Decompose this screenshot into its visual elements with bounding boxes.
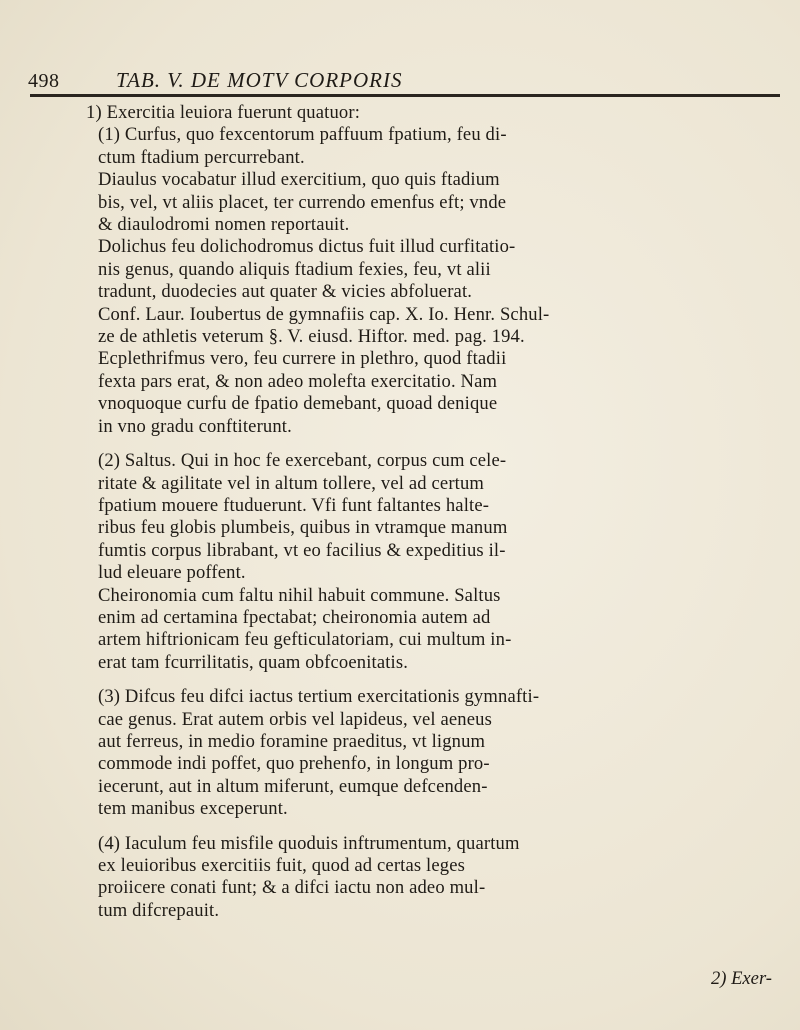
text-line: vnoquoque curfu de fpatio demebant, quoad denique <box>98 393 498 415</box>
text-line: cae genus. Erat autem orbis vel lapideus, vel aeneus <box>98 708 492 730</box>
text-line: bis, vel, vt aliis placet, ter currendo emenfus eft; vnde <box>98 191 507 213</box>
text-line: commode indi poffet, quo prehenfo, in longum pro- <box>98 753 490 775</box>
text-line: (3) Difcus feu difci iactus tertium exercitationis gymnafti- <box>98 686 540 708</box>
text-line: proiicere conati funt; & a difci iactu non adeo mul- <box>98 877 486 899</box>
text-line: & diaulodromi nomen reportauit. <box>98 214 350 236</box>
catchword: 2) Exer- <box>710 968 772 989</box>
text-line: ritate & agilitate vel in altum tollere, vel ad certum <box>98 472 485 494</box>
text-line: Dolichus feu dolichodromus dictus fuit illud curfitatio- <box>98 236 516 258</box>
text-line: tum difcrepauit. <box>98 899 220 921</box>
text-line: iecerunt, aut in altum miferunt, eumque defcenden- <box>98 775 488 797</box>
text-line: artem hiftrionicam feu gefticulatoriam, cui multum in- <box>98 629 512 651</box>
text-line: ctum ftadium percurrebant. <box>98 146 305 168</box>
body-text <box>86 102 774 922</box>
text-line: enim ad certamina fpectabat; cheironomia autem ad <box>98 606 491 628</box>
text-line: aut ferreus, in medio foramine praeditus, vt lignum <box>98 730 486 752</box>
text-line: fexta pars erat, & non adeo molefta exercitatio. Nam <box>98 370 498 392</box>
text-line: erat tam fcurrilitatis, quam obfcoenitatis. <box>98 651 409 673</box>
header-rule <box>30 94 780 97</box>
text-line: ex leuioribus exercitiis fuit, quod ad certas leges <box>98 855 466 876</box>
text-line: lud eleuare poffent. <box>98 562 246 584</box>
text-line: fpatium mouere ftuduerunt. Vfi funt faltantes halte- <box>98 494 490 516</box>
text-line: Conf. Laur. Ioubertus de gymnafiis cap. X. Io. Henr. Schul- <box>98 303 550 325</box>
running-head: TAB. V. DE MOTV CORPORIS <box>116 68 403 92</box>
text-line: ze de athletis veterum §. V. eiusd. Hiftor. med. pag. 194. <box>98 326 525 348</box>
text-line: tradunt, duodecies aut quater & vicies abfoluerat. <box>98 281 473 303</box>
text-line: Ecplethrifmus vero, feu currere in plethro, quod ftadii <box>98 348 507 370</box>
text-line: ribus feu globis plumbeis, quibus in vtramque manum <box>98 517 508 539</box>
text-line: in vno gradu conftiterunt. <box>98 415 292 437</box>
text-line: 1) Exercitia leuiora fuerunt quatuor: <box>86 102 361 123</box>
text-line: nis genus, quando aliquis ftadium fexies, feu, vt alii <box>98 258 491 280</box>
text-line: (1) Curfus, quo fexcentorum paffuum fpatium, feu di- <box>98 124 507 146</box>
page-number: 498 <box>28 70 60 92</box>
text-line: (2) Saltus. Qui in hoc fe exercebant, corpus cum cele- <box>98 450 507 472</box>
text-line: Diaulus vocabatur illud exercitium, quo quis ftadium <box>98 169 500 191</box>
text-line: tem manibus exceperunt. <box>98 798 288 820</box>
text-line: Cheironomia cum faltu nihil habuit commune. Saltus <box>98 584 501 606</box>
text-line: fumtis corpus librabant, vt eo facilius & expeditius il- <box>98 539 506 561</box>
text-line: (4) Iaculum feu misfile quoduis inftrumentum, quartum <box>98 832 520 854</box>
